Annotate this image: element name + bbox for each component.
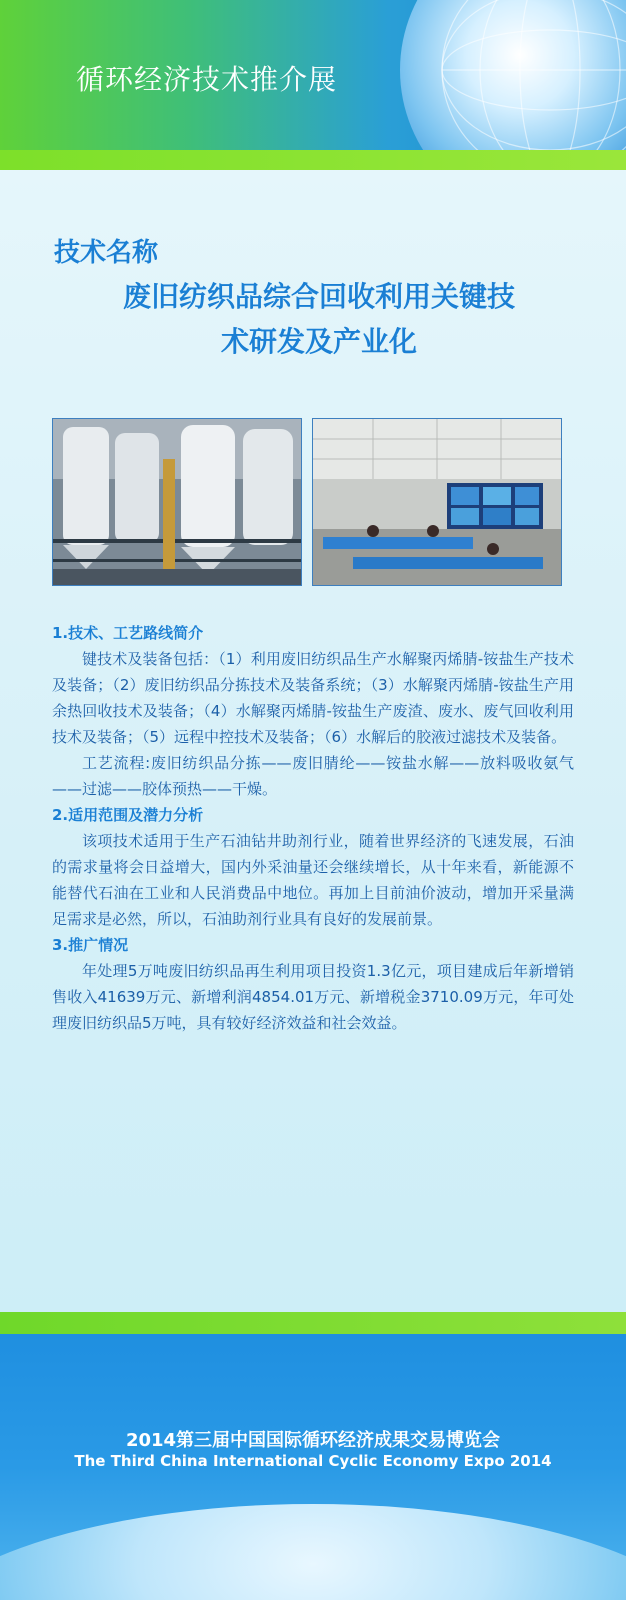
section-1 [52,620,574,802]
section-3 [52,932,574,1036]
expo-title-en: The Third China International Cyclic Economy Expo 2014 [74,1452,552,1470]
section-title: 2.适用范围及潜力分析 [52,806,204,824]
section-2 [52,802,574,932]
control-room-photo [312,418,562,586]
header-title: 循环经济技术推介展 [76,63,338,96]
paragraph: 年处理5万吨废旧纺织品再生利用项目投资1.3亿元，项目建成后年新增销售收入41639万元、新增利润4854.01万元、新增税金3710.09万元，年可处理废旧纺织品5万吨，具有较好经济效益和社会效益。 [52,962,574,1032]
tech-name-line2: 术研发及产业化 [220,325,417,358]
tech-name [54,274,584,364]
footer-banner [0,1334,626,1600]
footer-stripe [0,1312,626,1334]
paragraph: 工艺流程:废旧纺织品分拣——废旧腈纶——铵盐水解——放料吸收氨气——过滤——胶体预热——干燥。 [52,754,574,798]
section-title: 1.技术、工艺路线简介 [52,624,204,642]
paragraph: 该项技术适用于生产石油钻井助剂行业，随着世界经济的飞速发展，石油的需求量将会日益增大，国内外采油量还会继续增长，从十年来看，新能源不能替代石油在工业和人民消费品中地位。再加上目前油价波动，增加开采量满足需求是必然，所以，石油助剂行业具有良好的发展前景。 [52,832,574,928]
earth-graphic [0,1504,626,1600]
header-stripe [0,150,626,170]
section-title: 3.推广情况 [52,936,129,954]
main-content [0,170,626,1312]
paragraph: 键技术及装备包括：（1）利用废旧纺织品生产水解聚丙烯腈-铵盐生产技术及装备；（2）废旧纺织品分拣技术及装备系统；（3）水解聚丙烯腈-铵盐生产用余热回收技术及装备；（4）水解聚丙烯腈-铵盐生产废渣、废水、废气回收利用技术及装备；（5）远程中控技术及装备；（6）水解后的胶液过滤技术及装备。 [52,650,574,746]
tech-heading: 技术名称 [54,238,159,268]
body-text [52,620,574,1036]
header-banner [0,0,626,150]
expo-title-cn: 2014第三届中国国际循环经济成果交易博览会 [125,1430,501,1451]
tech-name-line1: 废旧纺织品综合回收利用关键技 [122,280,515,313]
globe-grid-icon [400,0,626,150]
factory-photo [52,418,302,586]
